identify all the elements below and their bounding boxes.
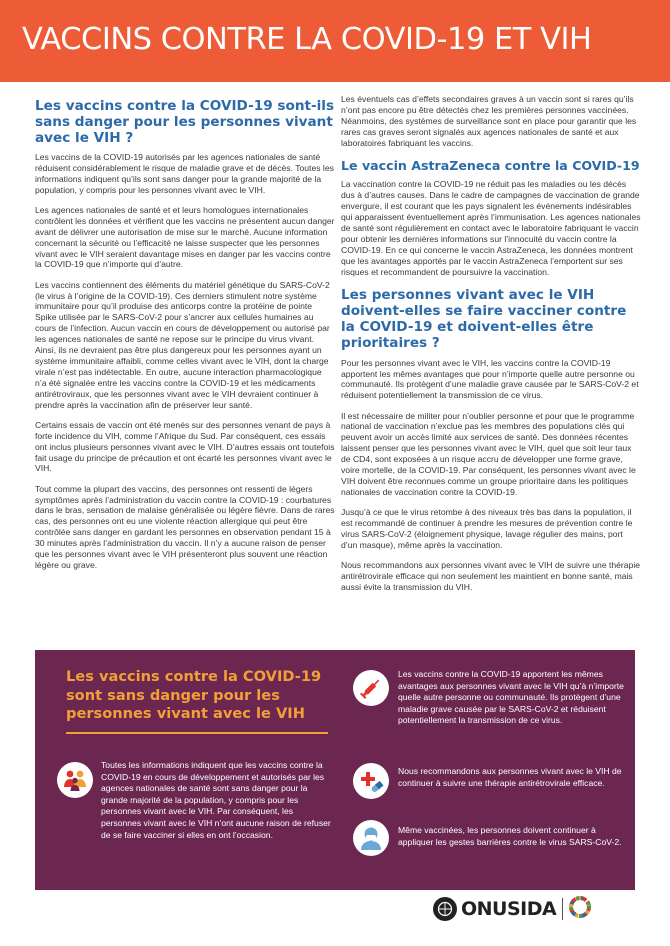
syringe-icon (353, 670, 389, 706)
page-header (0, 0, 670, 82)
paragraph: La vaccination contre la COVID-19 ne réduit pas les maladies ou les décès dus à d’autres causes. Dans le cadre de campagnes de vaccination de grande envergure, il est courant que les pays signalent les événements indésirables qui apparaissent éventuellement après l’immunisation. Les agences nationales de santé sont régulièrement en contact avec le laboratoire fabriquant le vaccin pour obtenir les dernières informations sur l’innocuité du vaccin contre la COVID-19. En ce qui concerne le vaccin AstraZeneca, les données montrent que les avantages apportés par le vaccin AstraZeneca l’emportent sur ses risques et recommandent de poursuivre la vaccination. (341, 179, 641, 277)
page-title: VACCINS CONTRE LA COVID-19 ET VIH (22, 22, 592, 57)
paragraph: Certains essais de vaccin ont été menés sur des personnes venant de pays à forte incidence du VIH, comme l’Afrique du Sud. Par conséquent, ces essais ont inclus plusieurs personnes vivant avec le VIH. D’autres essais ont toutefois fait usage du principe de précaution et ont écarté les personnes vivant avec le VIH. (35, 419, 335, 474)
summary-item-text: Même vaccinées, les personnes doivent continuer à appliquer les gestes barrières contre le virus SARS-CoV-2. (398, 825, 622, 847)
logo-text: ONUSIDA (461, 898, 557, 920)
summary-box (35, 650, 635, 890)
section-heading-safety: Les vaccins contre la COVID-19 sont-ils sans danger pour les personnes vivant avec le VIH ? (35, 98, 335, 146)
medicine-icon (353, 763, 389, 799)
paragraph: Les éventuels cas d’effets secondaires graves à un vaccin sont si rares qu’ils n’ont pas encore pu être détectés chez les premières personnes vaccinées. Néanmoins, des systèmes de surveillance sont en place pour garantir que les rares cas graves seront signalés aux agences nationales de santé et aux laboratoires fabriquant les vaccins. (341, 94, 637, 148)
section-heading-astrazeneca: Le vaccin AstraZeneca contre la COVID-19 (341, 157, 640, 173)
paragraph: Les vaccins de la COVID-19 autorisés par les agences nationales de santé réduisent considérablement le risque de maladie grave et de décès. Toutes les informations indiquent qu’ils sont sans danger pour la grande majorité de la population, y compris pour les personnes vivant avec le VIH. (35, 152, 334, 195)
summary-item-text: Les vaccins contre la COVID-19 apportent les mêmes avantages aux personnes vivant avec le VIH qu’à n’importe quelle autre personne ou communauté. Ils protègent d’une maladie grave causée par le SARS-CoV-2 et réduisent potentiellement la transmission de ce virus. (398, 669, 624, 726)
logo-divider (562, 898, 563, 920)
onusida-logo (433, 895, 591, 923)
paragraph: Les agences nationales de santé et et leurs homologues internationales contrôlent les données et vérifient que les vaccins ne présentent aucun danger avant de délivrer une autorisation de mise sur le marché. Aucune information concernant la sécurité ou l’efficacité ne laisse suspecter que les personnes vivant avec le VIH seraient davantage mises en danger par les vaccins contre la COVID-19 que n’importe qui d’autre. (35, 204, 335, 270)
paragraph: Jusqu’à ce que le virus retombe à des niveaux très bas dans la population, il est recommandé de continuer à prendre les mesures de prévention contre le virus SARS-CoV-2 (éloignement physique, lavage régulier des mains, port d’un masque), même après la vaccination. (341, 507, 633, 550)
sdg-wheel-icon (569, 896, 591, 923)
left-column (35, 94, 335, 580)
summary-item-text: Nous recommandons aux personnes vivant avec le VIH de continuer à suivre une thérapie antirétrovirale efficace. (398, 766, 622, 788)
paragraph: Les vaccins contiennent des éléments du matériel génétique du SARS-CoV-2 (le virus à l’origine de la COVID-19). Ces derniers stimulent notre système immunitaire pour qu’il produise des anticorps contre la protéine de pointe Spike utilisée par le SARS-CoV-2 pour s’ancrer aux cellules humaines au cours de l’infection. Aucun vaccin en cours de développement ou autorisé par les agences nationales de santé ne repose sur le principe du virus vivant. Ainsi, ils ne devraient pas être plus dangereux pour les personnes ayant un système immunitaire affaibli, comme celles vivant avec le VIH, dont la charge virale n’est pas indétectable. En outre, aucune interaction pharmacologique n’a été signalée entre les vaccins contre la COVID-19 et les médicaments antirétroviraux, que les personnes vivant avec le VIH devraient continuer à prendre après la vaccination afin de préserver leur santé. (35, 279, 330, 410)
right-column (341, 94, 641, 602)
paragraph: Tout comme la plupart des vaccins, des personnes ont ressenti de légers symptômes après l’administration du vaccin contre la COVID-19 : courbatures dans le bras, sensation de malaise généralisée ou légère fièvre. Dans de rares cas, des personnes ont eu une violente réaction allergique qui peut être contrôlée sans danger en gardant les personnes en observation pendant 15 à 30 minutes après l’administration du vaccin. Il n’y a aucune raison de penser que les personnes vivant avec le VIH présenteront plus souvent une réaction légère ou grave. (35, 483, 335, 570)
people-icon (57, 762, 93, 798)
summary-divider (66, 732, 328, 734)
paragraph: Nous recommandons aux personnes vivant avec le VIH de suivre une thérapie antirétrovirale efficace qui non seulement les maintient en bonne santé, mais aussi évite la transmission du VIH. (341, 559, 641, 592)
mask-icon (353, 820, 389, 856)
paragraph: Pour les personnes vivant avec le VIH, les vaccins contre la COVID-19 apportent les mêmes avantages que pour n’importe quelle autre personne ou communauté. Ils protègent d’une maladie grave causée par le SARS-CoV-2 et réduisent potentiellement la transmission de ce virus. (341, 357, 639, 401)
paragraph: Il est nécessaire de militer pour n’oublier personne et pour que le programme national de vaccination n’exclue pas les membres des populations clés qui peuvent avoir un accès limité aux services de santé. Des données récentes laissent penser que les personnes vivant avec le VIH, quel que soit leur taux de CD4, sont exposées à un risque accru de développer une forme grave, voire mortelle, de la COVID-19. Par conséquent, les personnes vivant avec le VIH doivent être reconnues comme un groupe prioritaire dans les politiques nationales de vaccination contre la COVID-19. (341, 410, 636, 497)
section-heading-priority: Les personnes vivant avec le VIH doivent-elles se faire vacciner contre la COVID-19 et doivent-elles être prioritaires ? (341, 286, 627, 352)
summary-title: Les vaccins contre la COVID-19 sont sans danger pour les personnes vivant avec le VIH (66, 668, 322, 723)
un-emblem-icon (433, 897, 457, 921)
summary-item-text: Toutes les informations indiquent que les vaccins contre la COVID-19 en cours de développement et autorisés par les agences nationales de santé sont sans danger pour la grande majorité de la population, y compris pour les personnes vivant avec le VIH. Par conséquent, les personnes vivant avec le VIH n’ont aucune raison de refuser de se faire vacciner si elles en ont l’occasion. (101, 760, 331, 840)
